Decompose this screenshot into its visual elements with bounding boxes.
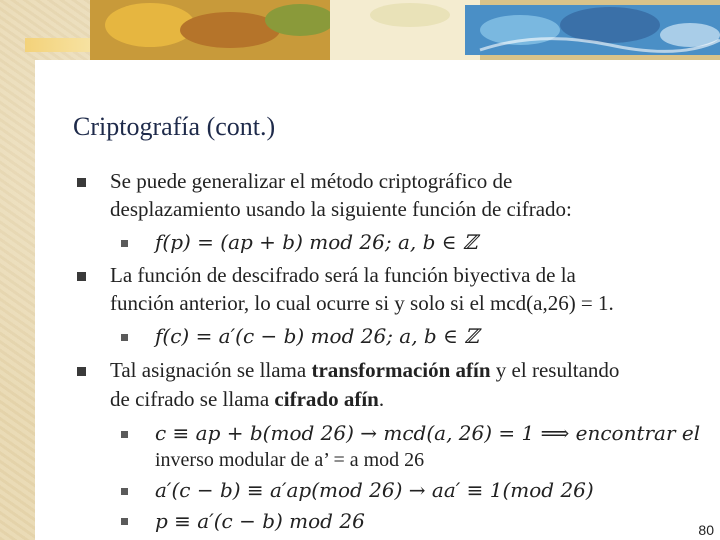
page-number: 80 — [698, 522, 714, 538]
sub-bullet-square — [121, 488, 128, 495]
bullet-square — [77, 272, 86, 281]
term-transformacion-afin: transformación afín — [311, 358, 491, 382]
item-3-formula-1: c ≡ ap + b(mod 26) → mcd(a, 26) = 1 ⟹ encontrar el — [155, 421, 701, 445]
term-cifrado-afin: cifrado afín — [274, 387, 379, 411]
item-3-formula-2: a′(c − b) ≡ a′ap(mod 26) → aa′ ≡ 1(mod 26) — [155, 478, 594, 502]
item-3-line-2: de cifrado se llama cifrado afín. — [110, 387, 385, 411]
slide-title: Criptografía (cont.) — [73, 112, 276, 141]
item-1-line-2: desplazamiento usando la siguiente función de cifrado: — [110, 197, 572, 221]
item-3-line-1: Tal asignación se llama transformación afín y el resultando — [110, 358, 620, 382]
sub-bullet-square — [121, 334, 128, 341]
item-2-line-2: función anterior, lo cual ocurre si y solo si el mcd(a,26) = 1. — [110, 291, 614, 315]
item-3-formula-3: p ≡ a′(c − b) mod 26 — [155, 509, 365, 533]
sub-bullet-square — [121, 240, 128, 247]
bullet-square — [77, 178, 86, 187]
item-1-formula: f(p) = (ap + b) mod 26; a, b ∈ ℤ — [155, 230, 478, 254]
item-2-line-1: La función de descifrado será la función biyectiva de la — [110, 263, 576, 287]
item-3-formula-1-cont: inverso modular de a’ = a mod 26 — [155, 449, 425, 471]
item-1-line-1: Se puede generalizar el método criptográfico de — [110, 169, 513, 193]
sub-bullet-square — [121, 431, 128, 438]
bullet-square — [77, 367, 86, 376]
sub-bullet-square — [121, 518, 128, 525]
item-2-formula: f(c) = a′(c − b) mod 26; a, b ∈ ℤ — [155, 324, 479, 348]
